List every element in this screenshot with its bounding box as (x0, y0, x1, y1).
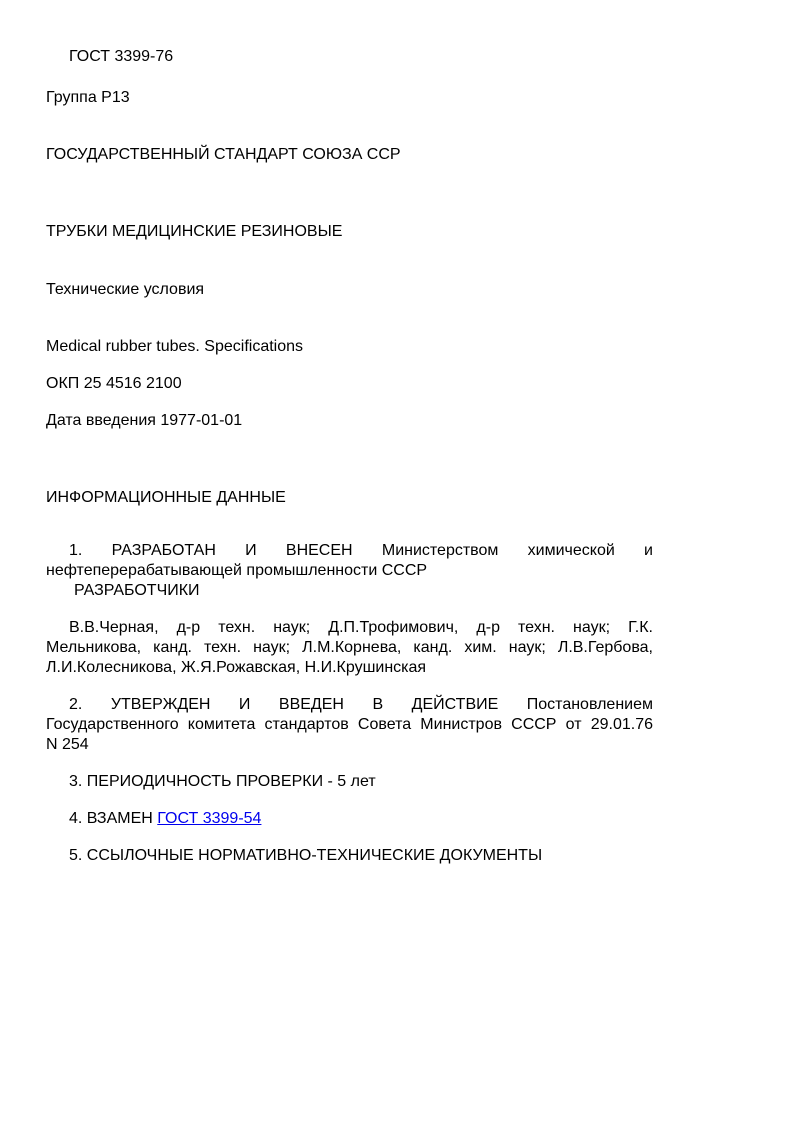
info-item-5: 5. ССЫЛОЧНЫЕ НОРМАТИВНО-ТЕХНИЧЕСКИЕ ДОКУМЕНТЫ (69, 847, 543, 864)
developers-list (46, 618, 653, 678)
group-label: Группа Р13 (46, 89, 130, 106)
info-item-1-line-2: нефтеперерабатывающей промышленности СССР (46, 562, 428, 579)
developers-line-2: Мельникова, канд. техн. наук; Л.М.Корнева, канд. хим. наук; Л.В.Гербова, (46, 639, 653, 656)
info-item-1-line-1: 1. РАЗРАБОТАН И ВНЕСЕН Министерством химической и (69, 542, 653, 559)
info-item-2-line-2: Государственного комитета стандартов Совета Министров СССР от 29.01.76 (46, 716, 653, 733)
gost-code: ГОСТ 3399-76 (69, 48, 174, 65)
effective-date: Дата введения 1977-01-01 (46, 412, 243, 429)
info-heading: ИНФОРМАЦИОННЫЕ ДАННЫЕ (46, 489, 286, 506)
gost-3399-54-link[interactable]: ГОСТ 3399-54 (157, 810, 262, 827)
info-item-4-prefix: 4. ВЗАМЕН (69, 810, 158, 827)
info-item-2-line-3: N 254 (46, 736, 89, 753)
okp-code: ОКП 25 4516 2100 (46, 375, 182, 392)
document-title: ТРУБКИ МЕДИЦИНСКИЕ РЕЗИНОВЫЕ (46, 223, 343, 240)
info-item-3: 3. ПЕРИОДИЧНОСТЬ ПРОВЕРКИ - 5 лет (69, 773, 376, 790)
english-title: Medical rubber tubes. Specifications (46, 338, 304, 355)
info-item-2 (46, 695, 653, 755)
info-item-1 (46, 541, 653, 581)
document-subtitle: Технические условия (46, 281, 205, 298)
developers-line-1: В.В.Черная, д-р техн. наук; Д.П.Трофимович, д-р техн. наук; Г.К. (69, 619, 653, 636)
developers-label: РАЗРАБОТЧИКИ (74, 582, 200, 599)
state-standard-heading: ГОСУДАРСТВЕННЫЙ СТАНДАРТ СОЮЗА ССР (46, 146, 401, 163)
developers-line-3: Л.И.Колесникова, Ж.Я.Рожавская, Н.И.Крушинская (46, 659, 427, 676)
info-item-4 (69, 809, 261, 829)
info-item-2-line-1: 2. УТВЕРЖДЕН И ВВЕДЕН В ДЕЙСТВИЕ Постановлением (69, 696, 653, 713)
